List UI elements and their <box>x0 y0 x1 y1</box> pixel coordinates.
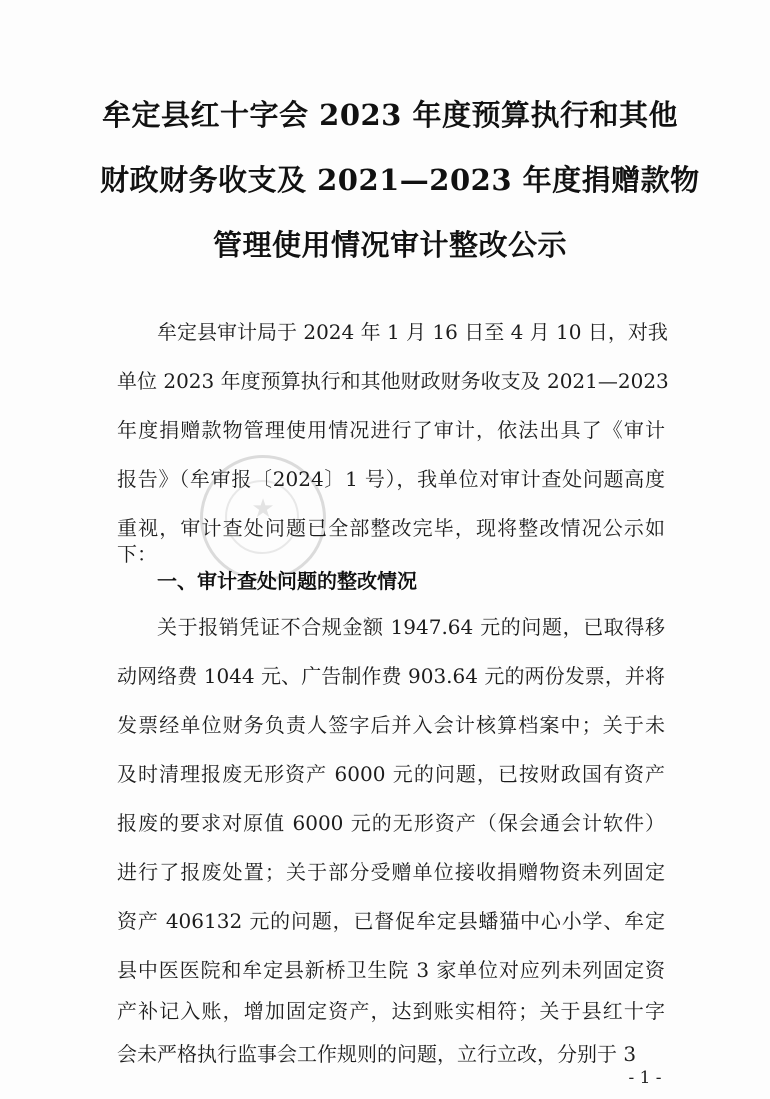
page-number: - 1 - <box>628 1068 662 1088</box>
title-line-3: 管理使用情况审计整改公示 <box>212 228 567 262</box>
body-line-9: 产补记入账，增加固定资产，达到账实相符；关于县红十字 <box>117 999 665 1023</box>
seal-star-icon: ★ <box>251 494 275 524</box>
body-line-6: 进行了报废处置；关于部分受赠单位接收捐赠物资未列固定 <box>117 860 665 884</box>
intro-line-4: 报告》（牟审报〔2024〕1 号），我单位对审计查处问题高度 <box>117 467 665 491</box>
intro-line-5: 重视，审计查处问题已全部整改完毕，现将整改情况公示如 <box>117 516 665 540</box>
title-line-2: 财政财务收支及 2021—2023 年度捐赠款物 <box>100 163 700 197</box>
body-line-1: 关于报销凭证不合规金额 1947.64 元的问题，已取得移 <box>157 615 665 639</box>
intro-line-3: 年度捐赠款物管理使用情况进行了审计，依法出具了《审计 <box>117 418 665 442</box>
intro-line-2: 单位 2023 年度预算执行和其他财政财务收支及 2021—2023 <box>117 369 669 393</box>
intro-line-6: 下： <box>117 542 157 566</box>
body-line-3: 发票经单位财务负责人签字后并入会计核算档案中；关于未 <box>117 713 665 737</box>
title-line-1: 牟定县红十字会 2023 年度预算执行和其他 <box>102 98 678 132</box>
body-line-10: 会未严格执行监事会工作规则的问题，立行立改，分别于 3 <box>117 1042 637 1066</box>
body-line-4: 及时清理报废无形资产 6000 元的问题，已按财政国有资产 <box>117 762 665 786</box>
section-heading: 一、审计查处问题的整改情况 <box>157 569 417 593</box>
body-line-2: 动网络费 1044 元、广告制作费 903.64 元的两份发票，并将 <box>117 664 665 688</box>
intro-line-1: 牟定县审计局于 2024 年 1 月 16 日至 4 月 10 日，对我 <box>157 320 668 344</box>
body-line-5: 报废的要求对原值 6000 元的无形资产（保会通会计软件） <box>117 811 665 835</box>
body-line-8: 县中医医院和牟定县新桥卫生院 3 家单位对应列未列固定资 <box>117 958 665 982</box>
body-line-7: 资产 406132 元的问题，已督促牟定县蟠猫中心小学、牟定 <box>117 909 665 933</box>
